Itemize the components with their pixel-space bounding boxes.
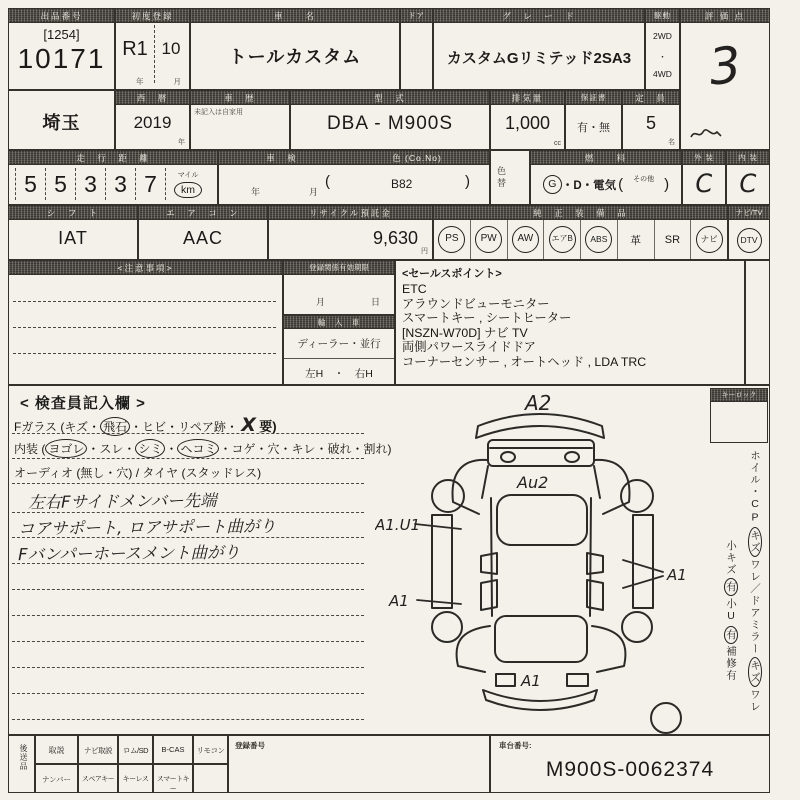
fuel-gasoline-circled: G [543,175,562,194]
inspector-rule-line [12,589,364,590]
car-name: トールカスタム [228,47,362,67]
sales-point-line: スマートキー , シートヒーター [402,311,572,326]
shift-header: シ フ ト [9,206,137,220]
lot-bracket: [1254] [43,27,80,42]
audio-tire-line: オーディオ (無し・穴) / タイヤ (スタッドレス) [14,466,262,480]
interior-label: 内装 [14,442,39,456]
mirror-kizu-circled: キズ [748,657,762,687]
first-registration-cell [115,8,190,90]
rom-sd-label: ロム/SD [122,746,148,755]
tv-header: ナビ/TV [729,206,769,220]
interior-opt-sure: スレ [99,442,124,456]
send-later-cell [8,735,35,793]
drive-header: 駆動 [646,9,679,23]
shaken-month-label: 月 [309,187,319,197]
front-bumper-outline [476,414,604,438]
sales-point-line: [NSZN-W70D] ナビ TV [402,325,528,340]
dot-separator: ・ [351,442,364,456]
interior-opt-kire: キレ [291,442,316,456]
inspector-rule-line [12,719,364,720]
equipment-airbag-circled: エアB [549,226,576,253]
color-change-cell [490,150,530,205]
recycle-fee-cell [268,205,433,260]
inspector-rule-line [12,693,364,694]
glass-repair-required-mark: X [241,414,256,436]
mirror-ware-label: ワレ [749,689,761,713]
left-front-annotation-line [415,524,461,529]
caution-notes-cell [8,260,283,385]
paren: ( [41,442,46,456]
import-car-cell [283,315,395,385]
caution-blank-line [13,353,276,354]
warranty-header: 保証書 [566,91,621,105]
color-change-label-1: 色 [497,166,507,176]
fuel-other-label: その他 [633,175,655,183]
color-paren-open: ( [325,173,330,190]
smart-key-label: スマートキー [156,776,190,793]
lot-number: 10171 [17,43,106,74]
registration-validity-cell [283,260,395,315]
spare-key-label: スペアキー [81,776,115,783]
shift-cell [8,205,138,260]
interior-opt-yabure: 破れ [327,442,352,456]
repair-label: 補修有 [725,645,737,682]
chassis-number-cell [490,735,770,793]
drive-4wd: 4WD [653,69,672,79]
drive-separator: ・ [658,52,667,62]
exterior-grade-header: 外 装 [683,151,725,165]
annotation-left-side: A1 [389,592,409,610]
capacity-cell [622,90,680,150]
equipment-ps-circled: PS [438,226,465,253]
navi-manual-label: ナビ取説 [84,746,112,755]
small-kizu-label: 小キズ [725,540,737,576]
annotation-rear: A1 [521,672,541,690]
number-plate-cell [35,764,78,793]
interior-condition-line [14,439,392,458]
dot-separator: ・ [123,442,136,456]
notes-right-strip [745,260,770,385]
first-reg-year: R1 [122,38,148,60]
remote-cell [193,735,228,764]
inspector-rule-line [12,483,364,484]
color-change-label-2: 替 [497,178,507,188]
recycle-fee-header: リサイクル預託金 [269,206,432,220]
car-history-cell [190,90,290,150]
shaken-color-cell [218,150,490,205]
spare-key-cell [78,764,118,793]
tv-dtv-circled: DTV [737,228,762,253]
car-damage-diagram [375,388,710,735]
annotation-left-front: A1.U1 [375,516,421,534]
small-kizu-yes-circled: 有 [724,578,738,596]
mileage-digit: 3 [75,168,105,200]
small-dent-yes-circled: 有 [724,626,738,644]
windshield-outline [497,495,587,545]
capacity-value: 5 [645,113,656,133]
mileage-unit-mile-label: マイル [177,172,199,179]
dot-separator: ・ [165,442,178,456]
front-glass-label: Fガラス [14,420,57,434]
equipment-items [434,220,727,259]
registration-number-cell [228,735,490,793]
annotation-right-side: A1 [667,566,687,584]
inspector-initial-scribble [689,127,723,141]
recycle-fee-unit: 円 [421,248,428,255]
rom-sd-cell [118,735,153,764]
recycle-fee-value: 9,630 [372,228,418,248]
grade-header: グ レ ー ド [434,9,644,23]
wheel-mirror-note-vertical [748,450,763,735]
drive-2wd: 2WD [653,31,672,41]
aircon-cell [138,205,268,260]
interior-opt-ware: 割れ [363,442,388,456]
bottom-empty-cell [193,764,228,793]
region-cell [8,90,115,150]
region-value: 埼玉 [42,113,81,133]
right-side-panel [633,515,653,608]
inspector-hand-note: 左右Fサイドメンバー先端 [27,491,217,512]
first-reg-month-unit: 月 [173,77,181,86]
shaken-year-label: 年 [251,187,261,197]
equipment-abs-circled: ABS [585,226,612,253]
dot-separator: ・ [315,442,328,456]
aircon-value: AAC [182,228,223,248]
remote-label: リモコン [196,746,225,755]
annotation-hood: Au2 [517,473,549,492]
inspector-rule-line [12,537,364,538]
dot-separator: ・ [130,420,143,434]
fuel-header: 燃 料 [531,151,681,165]
shaken-header: 車 検 [219,151,345,165]
equipment-header: 純 正 装 備 品 [434,206,727,220]
rear-window-outline [495,616,587,662]
registration-number-header: 登録番号 [235,741,265,750]
glass-opt-tobiishi-circled: 飛石 [100,417,130,436]
capacity-header: 定 員 [623,91,679,105]
left-side-panel [432,515,452,608]
dot-separator: ・ [219,442,232,456]
dot-separator: ・ [279,442,292,456]
glass-opt-hibi: ヒビ [142,420,167,434]
lot-number-header: 出品番号 [9,9,114,23]
chassis-number-value: M900S-0062374 [545,758,715,781]
fuel-paren-close: ) [664,176,670,193]
warranty-value: 有・無 [577,122,610,134]
door-cell [400,8,433,90]
mileage-digits [15,168,202,200]
rear-right-fender [592,626,625,672]
rear-right-wheel [622,612,652,642]
keyless-label: キーレス [122,776,149,783]
sales-point-line: アラウンドビューモニター [402,296,550,311]
import-car-header: 輸 入 車 [284,316,394,329]
sales-point-line: 両側パワースライドドア [402,340,536,355]
tv-cell [728,205,770,260]
interior-opt-shimi-circled: シミ [135,439,165,458]
displacement-value: 1,000 [504,113,551,133]
number-plate-label: ナンバー [41,775,72,784]
score-cell [680,8,770,150]
mileage-header: 走 行 距 離 [9,151,217,165]
interior-grade-value: C [738,168,758,199]
equipment-cell [433,205,728,260]
model-code-value: DBA - M900S [326,113,454,134]
aircon-header: エ ア コ ン [139,206,267,220]
grade-value: カスタムGリミテッド2SA3 [446,50,632,67]
interior-opt-hekomi-circled: ヘコミ [177,439,219,458]
color-code-value: B82 [391,177,413,191]
inspector-rule-line [12,563,364,564]
model-year-unit: 年 [178,139,185,146]
model-year-header: 西 暦 [116,91,189,105]
small-scratch-note-vertical [724,540,739,735]
dot-separator: ・ [166,420,179,434]
equipment-sunroof: SR [664,233,681,246]
rear-left-wheel [432,612,462,642]
send-later-label: 後送品 [19,744,28,771]
equipment-aw-circled: AW [512,226,539,253]
right-side-annotation-line [623,560,663,572]
paren: ( [60,420,65,434]
door-header: ドア [401,9,432,23]
wheel-ware-mirror-label: ワレ／ドアミラー [749,559,761,655]
interior-opt-ana: 穴 [267,442,280,456]
mileage-digit: 7 [135,168,166,200]
dot-separator: ・ [87,442,100,456]
mileage-cell [8,150,218,205]
bcas-cell [153,735,193,764]
model-year-cell [115,90,190,150]
capacity-unit: 名 [668,139,675,146]
interior-grade-header: 内 装 [727,151,769,165]
paren: ) [387,442,392,456]
fuel-cell [530,150,682,205]
lot-number-cell [8,8,115,90]
keyless-cell [118,764,153,793]
front-left-wheel [432,480,464,512]
equipment-leather: 革 [630,234,642,247]
registration-validity-day-label: 日 [370,297,380,307]
fuel-options: ・D・電気 [561,179,617,192]
first-reg-year-unit: 年 [136,77,144,86]
navi-manual-cell [78,735,118,764]
chassis-number-header: 車台番号: [499,741,532,750]
score-value: 3 [706,35,744,97]
displacement-unit: cc [554,140,561,147]
caution-notes-header: <注意事項> [9,261,282,275]
grade-cell [433,8,645,90]
sales-points-cell [395,260,745,385]
blank-grade-circle [651,703,681,733]
equipment-navi-circled: ナビ [696,226,723,253]
exterior-grade-cell [682,150,726,205]
manual-cell [35,735,78,764]
first-registration-header: 初度登録 [116,9,189,23]
model-code-cell [290,90,490,150]
bcas-label: B-CAS [161,745,185,754]
key-lock-header: キーロック [711,389,767,402]
registration-validity-month-label: 月 [316,297,326,307]
car-name-header: 車 名 [191,9,399,23]
inspector-section-title: < 検査員記入欄 > [20,395,146,412]
key-lock-box [710,388,768,443]
front-right-wheel [621,480,653,512]
inspector-rule-line [12,641,364,642]
left-side-annotation-line [417,600,461,604]
color-header: 色 (Co.No) [345,151,489,165]
warranty-cell [565,90,622,150]
score-header: 評 価 点 [681,9,769,23]
displacement-header: 排気量 [491,91,564,105]
model-year-value: 2019 [133,113,172,132]
annotation-front-bumper: A2 [525,391,552,415]
inspector-rule-line [12,667,364,668]
caution-blank-line [13,327,276,328]
right-side-annotation-line [623,576,663,588]
registration-validity-header: 登録関係有効期限 [284,261,394,275]
dot-separator: ・ [255,442,268,456]
equipment-pw-circled: PW [475,226,502,253]
mileage-digit: 5 [15,168,45,200]
import-divider [284,358,394,359]
sales-point-line: コーナーセンサー , オートヘッド , LDA TRC [402,354,647,369]
car-history-header: 車 歴 [191,91,289,105]
glass-opt-repair: リペア跡 [178,420,226,434]
sales-point-line: ETC [402,282,427,296]
caution-blank-line [13,301,276,302]
exterior-grade-value: C [694,168,714,199]
inspector-hand-note: コアサポート, ロアサポート曲がり [17,516,277,539]
manual-label: 取説 [48,746,65,755]
handle-position-options: 左H ・ 右H [305,368,373,380]
mileage-digit: 3 [105,168,135,200]
small-dent-label: 小U [725,598,737,624]
sales-points-title: <セールスポイント> [402,268,502,280]
rear-bumper-outline [483,690,597,710]
smart-key-cell [153,764,193,793]
interior-opt-yogore-circled: ヨゴレ [45,439,87,458]
first-reg-month: 10 [161,39,181,58]
color-paren-close: ) [465,173,470,190]
inspector-hand-note: Fバンパーホースメント曲がり [17,542,241,565]
car-history-note: 未記入は自家用 [194,109,243,116]
car-name-cell [190,8,400,90]
inspector-rule-line [12,458,364,459]
displacement-cell [490,90,565,150]
front-left-fender [453,460,488,514]
inspector-rule-line [12,433,364,434]
glass-required-label: 要) [259,419,277,434]
glass-opt-kizu: キズ [64,420,89,434]
mileage-digit: 5 [45,168,75,200]
import-car-options: ディーラー・並行 [297,338,381,350]
interior-grade-cell [726,150,770,205]
mileage-unit-km-circled: km [174,182,202,198]
interior-opt-koge: コゲ [231,442,256,456]
dot-separator: ・ [88,420,101,434]
model-code-header: 型 式 [291,91,489,105]
wheel-cp-label: ホイル・CP [749,450,761,525]
wheel-kizu-circled: キズ [748,527,762,557]
inspector-rule-line [12,615,364,616]
drive-cell [645,8,680,90]
fuel-paren-open: ( [618,176,624,193]
shift-value: IAT [58,228,88,248]
dot-separator: ・ [225,420,238,434]
